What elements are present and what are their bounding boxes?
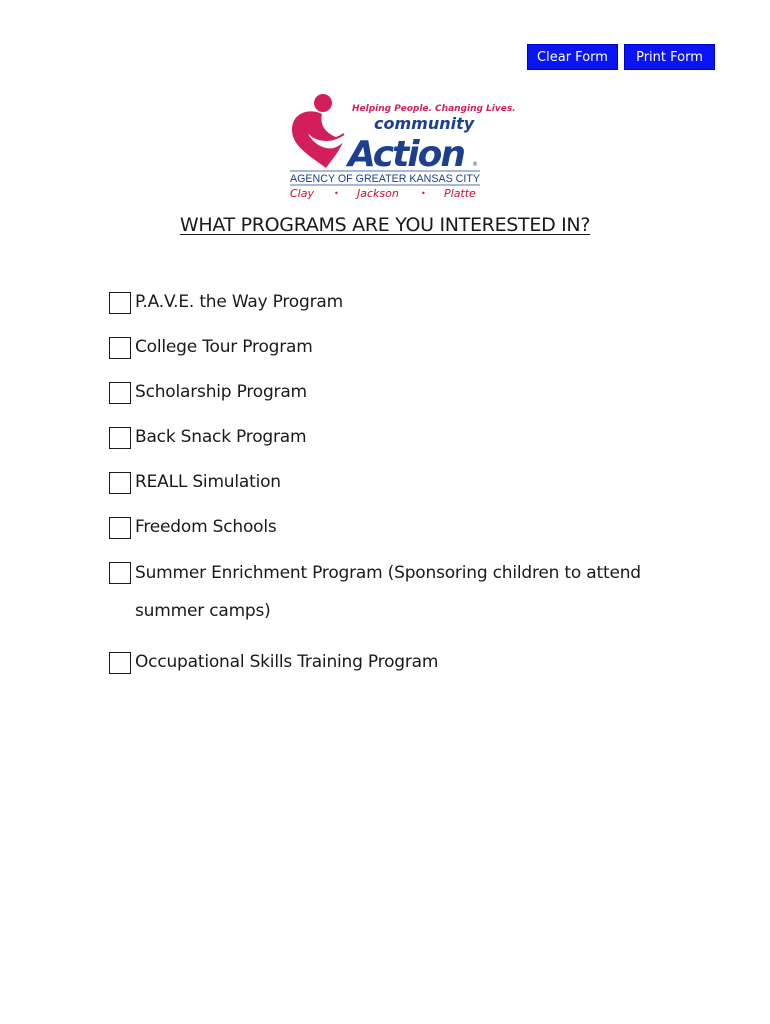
program-item <box>109 650 689 675</box>
program-checkbox[interactable] <box>109 292 131 314</box>
program-item <box>109 470 689 495</box>
logo-county-jackson: Jackson <box>357 187 399 200</box>
program-item <box>109 425 689 450</box>
print-form-button[interactable]: Print Form <box>624 44 715 70</box>
page-title: WHAT PROGRAMS ARE YOU INTERESTED IN? <box>179 214 591 236</box>
program-checkbox[interactable] <box>109 562 131 584</box>
logo-county-platte: Platte <box>444 187 476 200</box>
program-label: Back Snack Program <box>135 427 307 447</box>
program-checkbox[interactable] <box>109 652 131 674</box>
program-checkbox[interactable] <box>109 382 131 404</box>
program-label: Scholarship Program <box>135 382 307 402</box>
program-item <box>109 515 689 540</box>
program-label: Occupational Skills Training Program <box>135 652 439 672</box>
program-checkbox[interactable] <box>109 337 131 359</box>
program-checkbox[interactable] <box>109 472 131 494</box>
program-label: College Tour Program <box>135 337 313 357</box>
community-action-logo <box>288 90 516 202</box>
logo-registered-mark: ® <box>472 161 478 168</box>
logo-bullet-1: • <box>334 189 339 198</box>
program-checklist <box>109 290 689 695</box>
logo-community-word: community <box>374 114 475 133</box>
clear-form-button[interactable]: Clear Form <box>527 44 618 70</box>
program-label: REALL Simulation <box>135 472 281 492</box>
logo-tagline: Helping People. Changing Lives. <box>352 104 516 114</box>
logo-bullet-2: • <box>421 189 426 198</box>
logo-agency-name: AGENCY OF GREATER KANSAS CITY <box>290 173 480 185</box>
program-checkbox[interactable] <box>109 517 131 539</box>
program-label: Freedom Schools <box>135 517 277 537</box>
program-label: P.A.V.E. the Way Program <box>135 292 343 312</box>
program-item <box>109 380 689 405</box>
program-label: Summer Enrichment Program (Sponsoring children to attend summer camps) <box>135 563 641 621</box>
program-item <box>109 290 689 315</box>
form-toolbar <box>527 44 715 70</box>
logo-action-word: Action <box>348 134 465 175</box>
logo-person-head <box>314 94 332 112</box>
program-item <box>109 560 689 630</box>
program-checkbox[interactable] <box>109 427 131 449</box>
program-item <box>109 335 689 360</box>
logo-county-clay: Clay <box>290 187 314 200</box>
